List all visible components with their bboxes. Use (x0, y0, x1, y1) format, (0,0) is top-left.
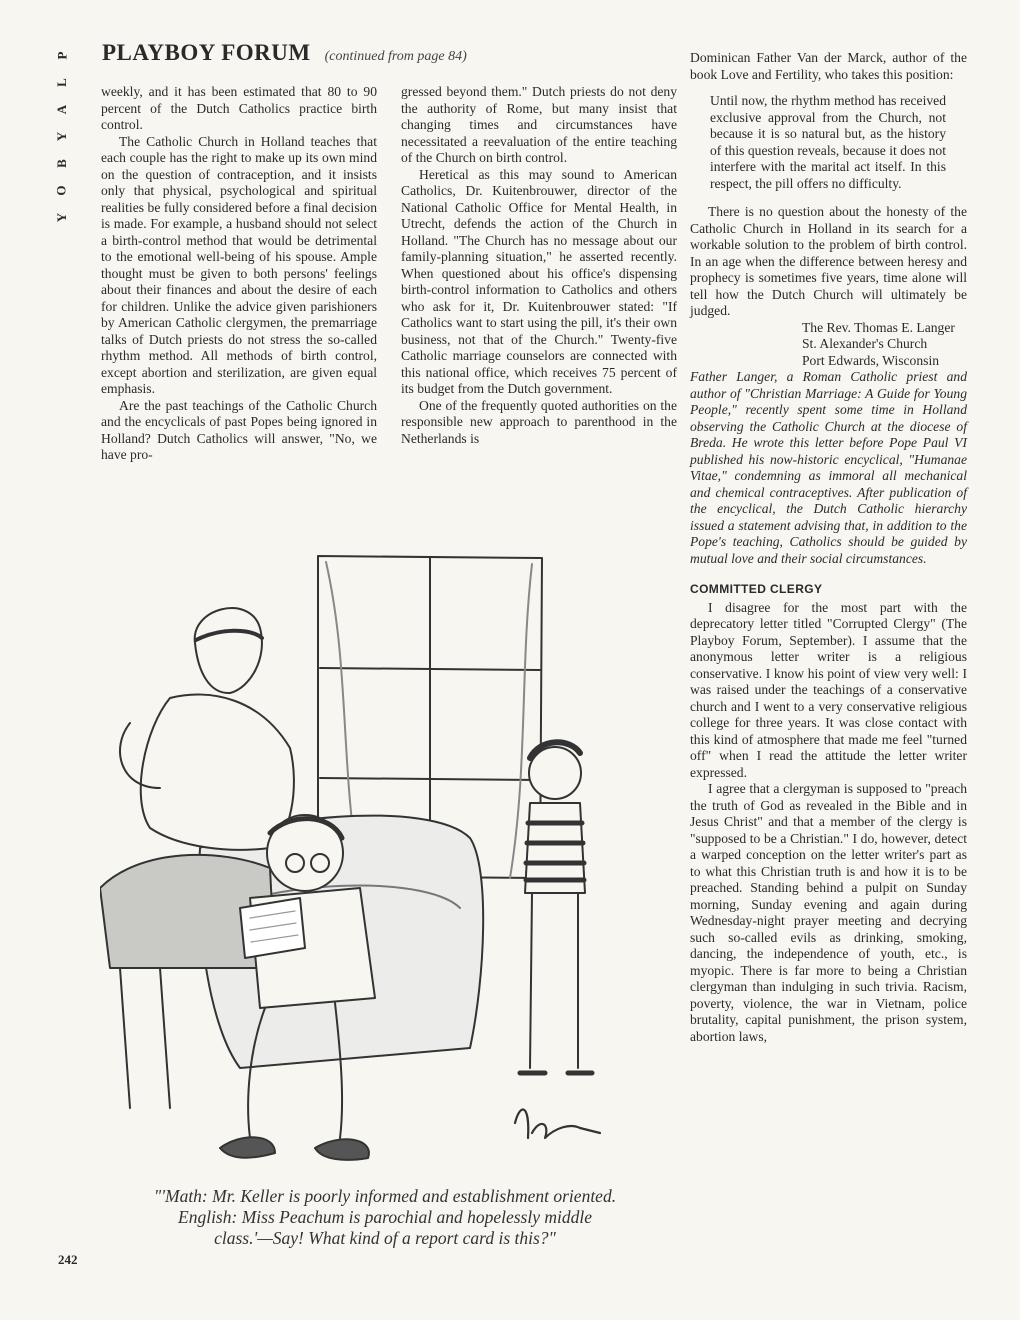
spine-playboy (52, 44, 72, 228)
editor-note: Father Langer, a Roman Catholic priest and author of "Christian Marriage: A Guide for Young People," recently spent some time in Holland observing the Catholic Church at the diocese of Breda. He wrote this letter before Pope Paul VI published his now-historic encyclical, "Humanae Vitae," condemning as immoral all mechanical and chemical contraceptives. After publication of the encyclical, the Dutch Catholic hierarchy issued a statement advising that, in addition to the Pope's teaching, Catholics should be guided by mutual love and their social circumstances. (690, 369, 967, 566)
paragraph: There is no question about the honesty of the Catholic Church in Holland in its search for a workable solution to the problem of birth control. In an age when the difference between heresy and prophecy is sometimes five years, time alone will tell how the Dutch Church will ultimately be judged. (690, 204, 967, 318)
paragraph: One of the frequently quoted authorities on the responsible new approach to parenthood in the Netherlands is (401, 397, 677, 446)
text-column-1 (101, 84, 377, 464)
paragraph: weekly, and it has been estimated that 80 to 90 percent of the Dutch Catholics practice birth control. (101, 84, 377, 132)
text-column-2 (401, 84, 677, 447)
signature-name: The Rev. Thomas E. Langer (802, 319, 955, 335)
spine-letter: B (53, 158, 69, 168)
paragraph: Heretical as this may sound to American Catholics, Dr. Kuitenbrouwer, director of the National Catholic Office for Mental Health, in Utrecht, defends the action of the Church in Holland. "The Church has no message about our family-planning situation," he asserted recently. When questioned about his office's dispensing birth-control information to Catholics and others who ask for it, Dr. Kuitenbrouwer stated: "If Catholics want to start using the pill, it's their own business, not that of the Church." Twenty-five Catholic marriage counselors are connected with this national office, which receives 75 percent of its budget from the Dutch government. (401, 166, 677, 396)
paragraph: The Catholic Church in Holland teaches that each couple has the right to make up its own mind on the question of contraception, and it insists only that physical, psychological and spiritual realities be fully considered before a final decision is made. For example, a husband should not select a birth-control method that would be detrimental to the emotional well-being of his spouse. Ample thought must be given to both persons' feelings about their finances and about the desire of each for children. Unlike the advice given parishioners by American Catholic clergymen, the premarriage talks of Dutch priests do not stress the so-called rhythm method. All methods of birth control, except abortion and sterilization, are given equal emphasis. (101, 133, 377, 396)
block-quote: Until now, the rhythm method has received exclusive approval from the Church, not because it is so natural but, as the history of this question reveals, because it does not interfere with the marital act itself. In this respect, the pill offers no difficulty. (710, 93, 946, 191)
paragraph: gressed beyond them." Dutch priests do not deny the authority of Rome, but many insist that changing times and circumstances have necessitated a reevaluation of the entire teaching of the Church on birth control. (401, 84, 677, 165)
continued-note: (continued from page 84) (324, 49, 467, 64)
page-number: 242 (58, 1252, 78, 1267)
section-heading: COMMITTED CLERGY (690, 582, 823, 596)
paragraph: Dominican Father Van der Marck, author of the book Love and Fertility, who takes this position: (690, 50, 967, 82)
spine-letter: O (54, 184, 69, 196)
spine-letter: L (53, 77, 69, 87)
paragraph: I agree that a clergyman is supposed to "preach the truth of God as revealed in the Bible and in Jesus Christ" and that a member of the clergy is "supposed to be a Christian." I do, however, detect a warped conception on the letter writer's part as to what this Christian truth is and how it is to be preached. Standing behind a pulpit on Sunday morning, Sunday evening and again during Wednesday-night prayer meeting and decrying such so-called evils as drinking, smoking, dancing, the independence of youth, etc., is myopic. There is far more to being a Christian clergyman than indulging in such trivia. Racism, poverty, violence, the war in Vietnam, police brutality, capital punishment, the prison system, abortion laws, (690, 781, 967, 1044)
page-header (102, 40, 662, 66)
spine-letter: Y (53, 211, 69, 223)
cartoon-illustration (100, 548, 640, 1180)
page-title: PLAYBOY FORUM (102, 40, 311, 65)
signature-church: St. Alexander's Church (802, 336, 928, 351)
text-column-3 (690, 50, 967, 1045)
cartoon-caption: "'Math: Mr. Keller is poorly informed and establishment oriented. English: Miss Peachum is parochial and hopelessly middle class.'—Say! What kind of a report card is this?" (153, 1186, 617, 1248)
paragraph: I disagree for the most part with the deprecatory letter titled "Corrupted Clergy" (The Playboy Forum, September). I assume that the anonymous letter writer is a religious conservative. I know his point of view very well: I was raised under the teachings of a conservative church and I went to a very conservative religious college for three years. It was close contact with this kind of atmosphere that made me feel "turned off" when I read the attitude the letter writer expressed. (690, 599, 967, 780)
paragraph: Are the past teachings of the Catholic Church and the encyclicals of past Popes being ignored in Holland? Dutch Catholics will answer, "No, we have pro- (101, 397, 377, 462)
spine-letter: Y (53, 130, 69, 142)
spine-letter: P (53, 50, 69, 60)
spine-letter: A (53, 103, 69, 115)
signature-place: Port Edwards, Wisconsin (802, 352, 940, 368)
